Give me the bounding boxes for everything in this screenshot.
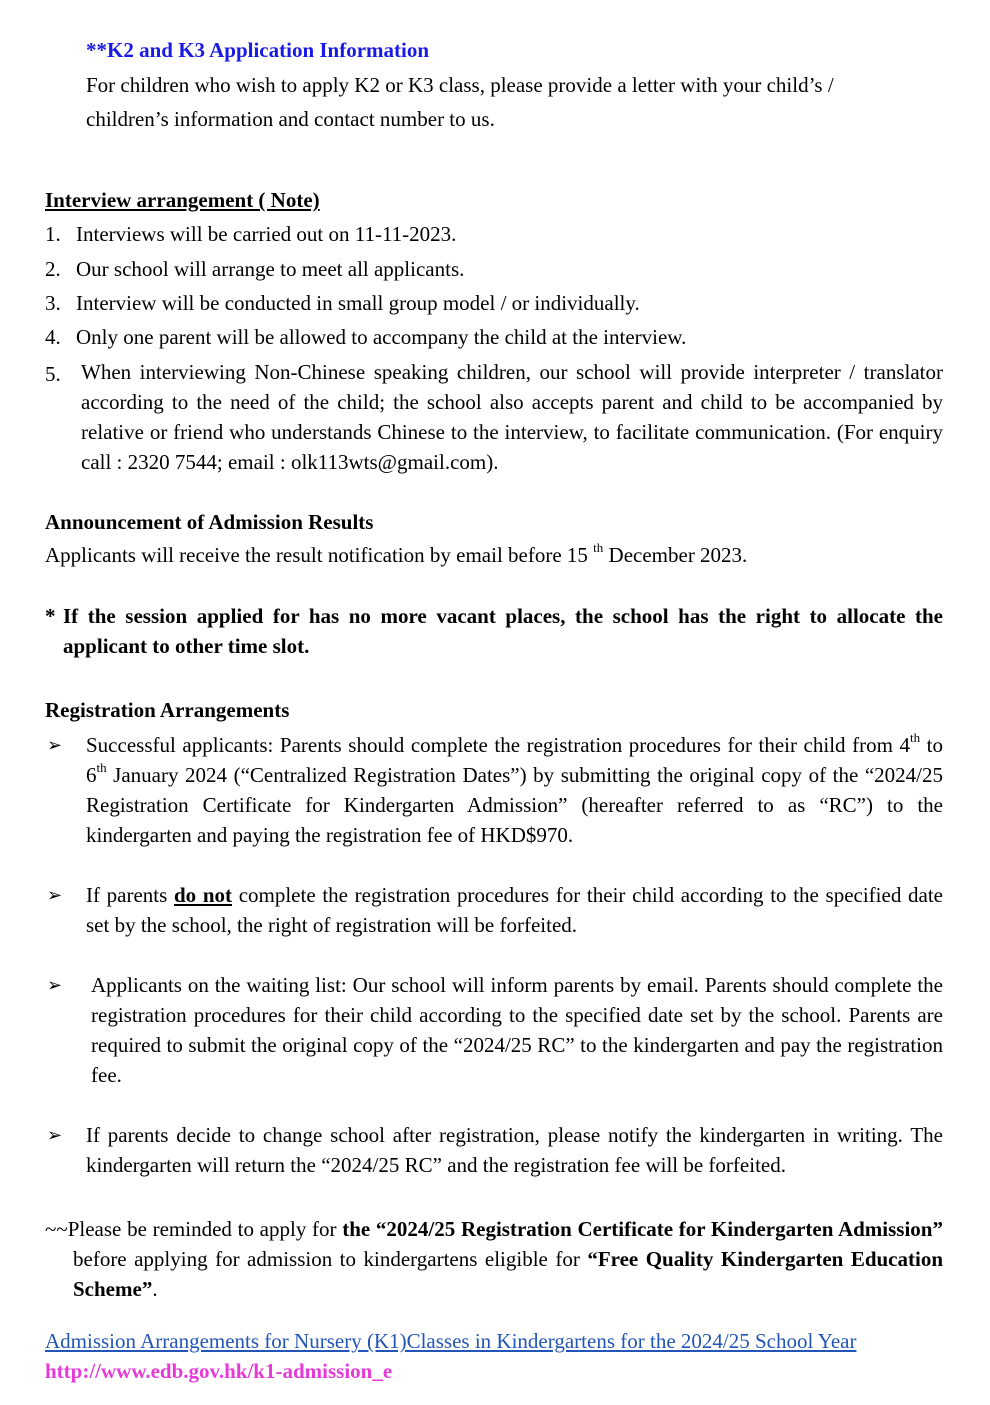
registration-item-2-underlined: do not	[173, 883, 233, 907]
results-heading	[45, 509, 373, 535]
interview-item-4-num: 4.	[45, 325, 61, 349]
notice-star	[45, 603, 56, 629]
interview-item-2-num: 2.	[45, 257, 61, 281]
notice-star-text: *	[45, 604, 56, 628]
results-heading-text: Announcement of Admission Results	[45, 510, 374, 534]
notice-text-body: If the session applied for has no more vacant places, the school has the right to allocate the applicant to other time slot.	[63, 604, 943, 658]
k2k3-title: **K2 and K3 Application Information	[86, 38, 430, 62]
registration-item-1	[86, 730, 943, 850]
registration-item-1-part3: January 2024 (“Centralized Registration Dates”) by submitting the original copy of the “2024/25 Registration Certificate for Kindergarten Admission” (hereafter referred to as “RC”) to the kindergarten and paying the registration fee of HKD$970.	[86, 763, 943, 847]
registration-item-1-part2: to 6	[86, 733, 943, 787]
interview-heading-text: Interview arrangement ( Note)	[45, 188, 320, 212]
registration-heading-text: Registration Arrangements	[45, 698, 290, 722]
arrow-bullet-icon: ➢	[47, 885, 63, 905]
interview-item-5: When interviewing Non-Chinese speaking children, our school will provide interpreter / translator according to the need of the child; the school also accepts parent and child to be accompanied by relative or friend who understands Chinese to the interview, to facilitate communication. (For enquiry call : 2320 7544; email : olk113wts@gmail.com).	[81, 360, 943, 474]
registration-item-2	[86, 880, 943, 940]
notice-text	[63, 601, 943, 661]
reminder-text	[45, 1214, 943, 1304]
interview-item-1-num: 1.	[45, 222, 61, 246]
results-sup: th	[593, 540, 604, 555]
results-text-after: December 2023.	[608, 543, 748, 567]
interview-item-4: Only one parent will be allowed to accompany the child at the interview.	[76, 325, 687, 349]
reminder-middle: before applying for admission to kindergartens eligible for	[73, 1247, 588, 1271]
interview-item-5-num: 5.	[45, 362, 61, 386]
registration-item-2-before: If parents	[86, 883, 174, 907]
reminder-paragraph	[45, 1214, 943, 1304]
registration-item-1-part1: Successful applicants: Parents should complete the registration procedures for their child from 4	[86, 733, 910, 757]
registration-heading	[45, 697, 289, 723]
arrow-bullet-icon: ➢	[47, 975, 63, 995]
reminder-end: .	[152, 1277, 158, 1301]
admission-link-line[interactable]	[45, 1328, 856, 1354]
results-text-before: Applicants will receive the result notification by email before 15	[45, 543, 588, 567]
registration-item-4: If parents decide to change school after registration, please notify the kindergarten in writing. The kindergarten will return the “2024/25 RC” and the registration fee will be forfeited.	[86, 1123, 943, 1177]
interview-item-1: Interviews will be carried out on 11-11-2023.	[76, 222, 457, 246]
arrow-bullet-icon: ➢	[47, 735, 63, 755]
reminder-bold-2: “Free Quality Kindergarten Education Scheme”	[73, 1247, 944, 1301]
results-text	[45, 542, 747, 568]
admission-url[interactable]: http://www.edb.gov.hk/k1-admission_e	[45, 1359, 393, 1383]
registration-item-1-sup1: th	[909, 730, 921, 745]
interview-heading	[45, 187, 332, 213]
reminder-bold-1: the “2024/25 Registration Certificate for Kindergarten Admission”	[342, 1217, 943, 1241]
k2k3-line-1: For children who wish to apply K2 or K3 class, please provide a letter with your child’s /	[86, 73, 834, 97]
arrow-bullet-icon: ➢	[47, 1125, 63, 1145]
interview-item-3-num: 3.	[45, 291, 61, 315]
registration-item-1-sup2: th	[96, 760, 107, 775]
k2k3-line-2: children’s information and contact number to us.	[86, 107, 495, 131]
reminder-prefix: ~~Please be reminded to apply for	[45, 1217, 343, 1241]
registration-item-3: Applicants on the waiting list: Our school will inform parents by email. Parents should complete the registration procedures for their child according to the specified date set by the school. Parents are required to submit the original copy of the “2024/25 RC” to the kindergarten and pay the registration fee.	[91, 973, 943, 1087]
registration-item-2-after: complete the registration procedures for their child according to the specified date set by the school, the right of registration will be forfeited.	[86, 883, 943, 937]
interview-item-2: Our school will arrange to meet all applicants.	[76, 257, 465, 281]
interview-item-3: Interview will be conducted in small group model / or individually.	[76, 291, 640, 315]
admission-link[interactable]: Admission Arrangements for Nursery (K1)Classes in Kindergartens for the 2024/25 School Year	[45, 1329, 857, 1353]
